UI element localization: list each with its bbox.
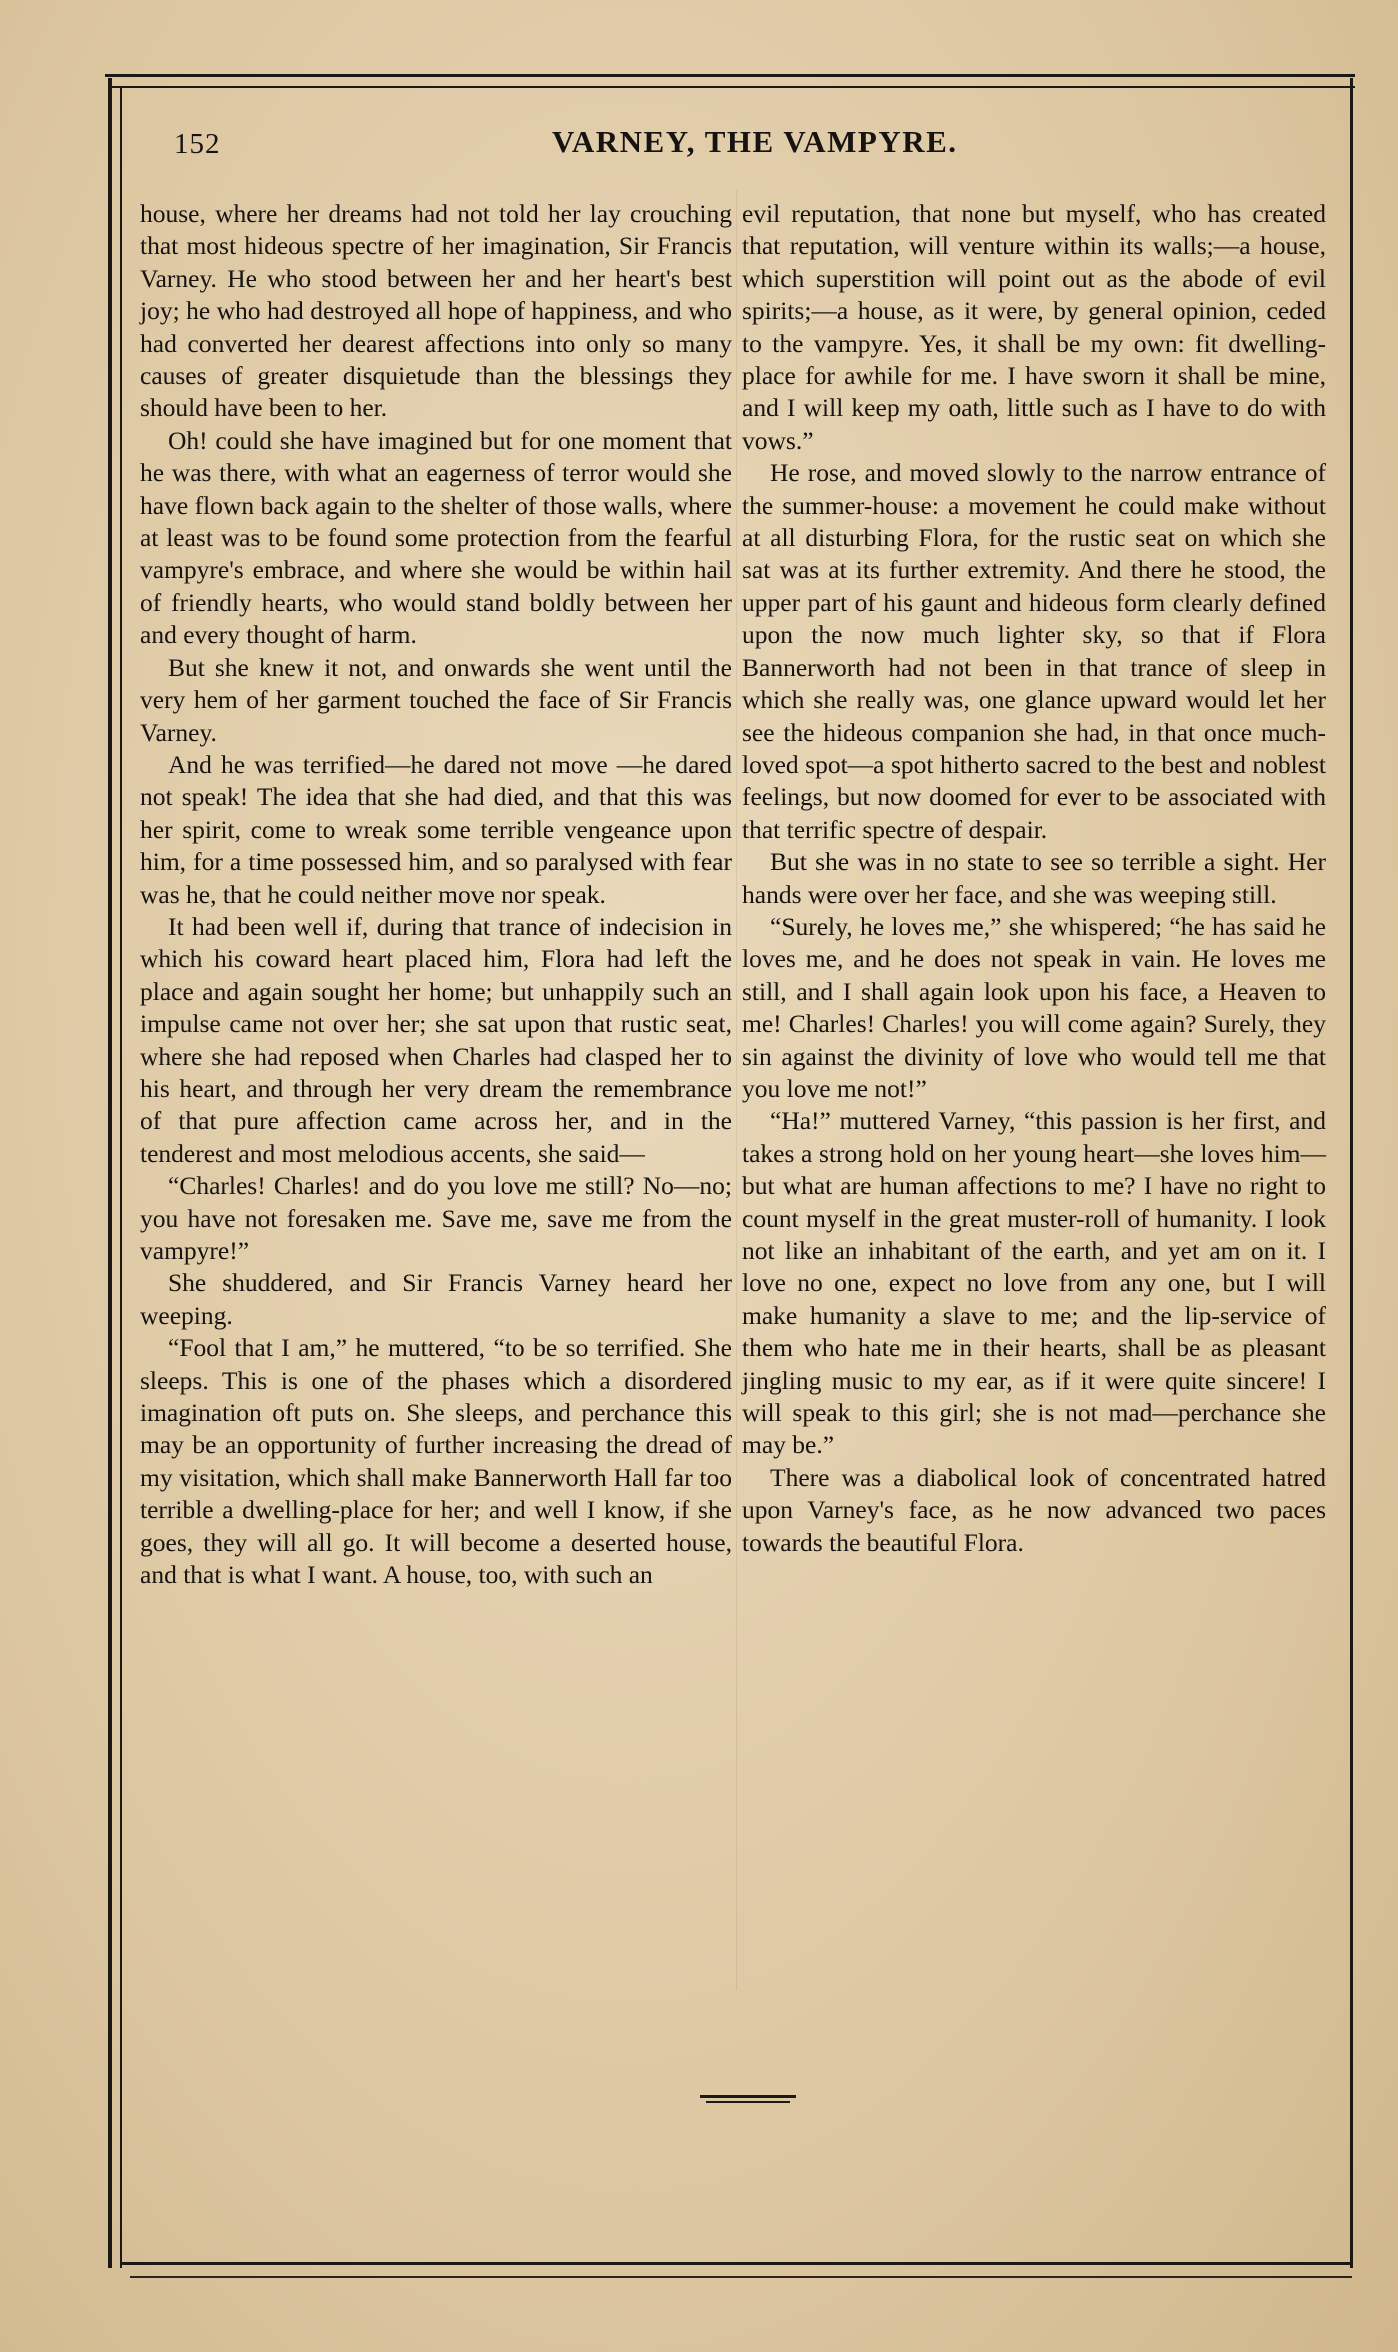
paragraph: But she knew it not, and onwards she went until the very hem of her garment touched the face of Sir Francis Varney. <box>140 652 732 747</box>
paragraph: house, where her dreams had not told her lay crouching that most hideous spectre of her imagination, Sir Francis Varney. He who stood between her and her heart's best joy; he who had destroyed all hope of happiness, and who had converted her dearest affections into only so many causes of greater disquietude than the blessings they should have been to her. <box>140 199 732 423</box>
left-border-rule <box>108 78 112 2268</box>
paragraph: “Ha!” muttered Varney, “this passion is her first, and takes a strong hold on her young heart—she loves him—but what are human affections to me? I have no right to count myself in the great muster-roll of humanity. I look not like an inhabitant of the earth, and yet am on it. I love no one, expect no love from any one, but I will make humanity a slave to me; and the lip-service of them who hate me in their hearts, shall be as pleasant jingling music to my ear, as if it were quite sincere! I will speak to this girl; she is not mad—perchance she may be.” <box>742 1106 1326 1460</box>
paragraph: But she was in no state to see so terrible a sight. Her hands were over her face, and she was weeping still. <box>742 847 1326 909</box>
page-number: 152 <box>174 128 221 160</box>
top-border-rule-inner <box>110 86 1355 88</box>
right-column <box>742 198 1326 1559</box>
paragraph: And he was terrified—he dared not move —he dared not speak! The idea that she had died, and that this was her spirit, come to wreak some terrible vengeance upon him, for a time possessed him, and so paralysed with fear was he, that he could neither move nor speak. <box>140 749 732 909</box>
left-border-rule-inner <box>120 88 122 2268</box>
bottom-border-rule <box>120 2262 1352 2265</box>
column-gutter <box>736 190 737 1990</box>
left-column <box>140 198 732 1591</box>
paragraph: “Surely, he loves me,” she whispered; “he has said he loves me, and he does not speak in vain. He loves me still, and I shall again look upon his face, a Heaven to me! Charles! Charles! you will come again? Surely, they sin against the divinity of love who would tell me that you love me not!” <box>742 911 1326 1103</box>
paragraph: There was a diabolical look of concentrated hatred upon Varney's face, as he now advanced two paces towards the beautiful Flora. <box>742 1462 1326 1557</box>
paragraph: evil reputation, that none but myself, who has created that reputation, will venture within its walls;—a house, which superstition will point out as the abode of evil spirits;—a house, as it were, by general opinion, ceded to the vampyre. Yes, it shall be my own: fit dwelling-place for awhile for me. I have sworn it shall be mine, and I will keep my oath, little such as I have to do with vows.” <box>742 199 1326 455</box>
running-title: VARNEY, THE VAMPYRE. <box>552 124 958 159</box>
paragraph: “Fool that I am,” he muttered, “to be so terrified. She sleeps. This is one of the phases which a disordered imagination oft puts on. She sleeps, and perchance this may be an opportunity of further increasing the dread of my visitation, which shall make Bannerworth Hall far too terrible a dwelling-place for her; and well I know, if she goes, they will all go. It will become a deserted house, and that is what I want. A house, too, with such an <box>140 1333 732 1590</box>
top-border-rule <box>105 74 1355 77</box>
paragraph: He rose, and moved slowly to the narrow entrance of the summer-house: a movement he could make without at all disturbing Flora, for the rustic seat on which she sat was at its further extremity. And there he stood, the upper part of his gaunt and hideous form clearly defined upon the now much lighter sky, so that if Flora Bannerworth had not been in that trance of sleep in which she really was, one glance upward would let her see the hideous companion she had, in that once much-loved spot—a spot hitherto sacred to the best and noblest feelings, but now doomed for ever to be associated with that terrific spectre of despair. <box>742 458 1326 844</box>
paragraph: Oh! could she have imagined but for one moment that he was there, with what an eagerness of terror would she have flown back again to the shelter of those walls, where at least was to be found some protection from the fearful vampyre's embrace, and where she would be within hail of friendly hearts, who would stand boldly between her and every thought of harm. <box>140 425 732 650</box>
bottom-border-rule-outer <box>130 2276 1352 2278</box>
end-ornament <box>700 2095 796 2105</box>
paragraph: She shuddered, and Sir Francis Varney heard her weeping. <box>140 1268 732 1330</box>
paragraph: It had been well if, during that trance of indecision in which his coward heart placed him, Flora had left the place and again sought her home; but unhappily such an impulse came not over her; she sat upon that rustic seat, where she had reposed when Charles had clasped her to his heart, and through her very dream the remembrance of that pure affection came across her, and in the tenderest and most melodious accents, she said— <box>140 911 732 1168</box>
right-border-rule <box>1350 78 1353 2268</box>
paragraph: “Charles! Charles! and do you love me still? No—no; you have not foresaken me. Save me, save me from the vampyre!” <box>140 1171 732 1265</box>
